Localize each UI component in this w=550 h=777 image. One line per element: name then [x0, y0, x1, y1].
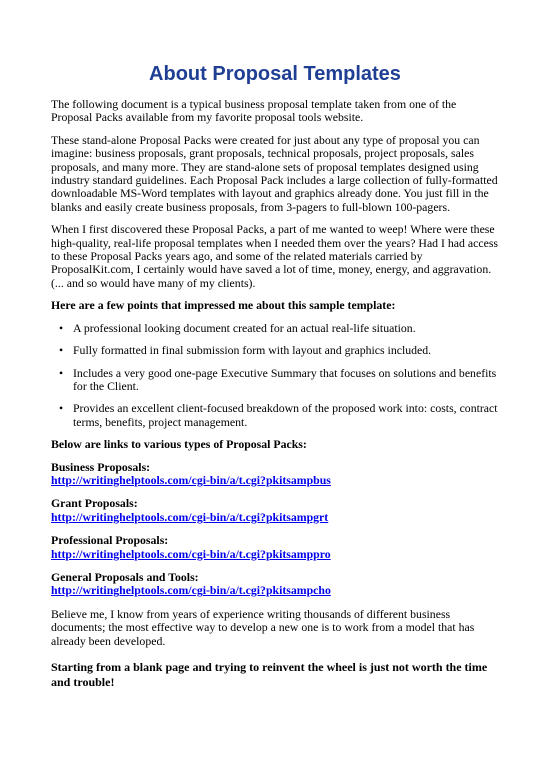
- bullet-icon: •: [59, 365, 64, 380]
- packs-paragraph: These stand-alone Proposal Packs were created for just about any type of proposal you can imagine: business proposals, grant proposals, technical proposals, project proposals, sales proposals, and many more. They are stand-alone sets of proposal templates designed using industry standard guidelines. Each Proposal Pack includes a large collection of fully-formatted downloadable MS-Word templates with layout and graphics already done. You just fill in the blanks and easily create business proposals, from 3-pagers to full-blown 100-pagers.: [51, 132, 498, 214]
- list-item-text: Fully formatted in final submission form with layout and graphics included.: [73, 343, 432, 358]
- pack-label: Business Proposals:: [51, 459, 151, 474]
- intro-paragraph: The following document is a typical business proposal template taken from one of the Proposal Packs available from my favorite proposal tools website.: [51, 97, 457, 125]
- list-item: [59, 343, 499, 358]
- pack-professional: [51, 534, 499, 561]
- discovered-paragraph: When I first discovered these Proposal Packs, a part of me wanted to weep! Where were these high-quality, real-life proposal templates when I needed them over the years? Had I had access to these Proposal Packs years ago, and some of the related materials carried by ProposalKit.com, I certainly would have saved a lot of time, money, energy, and aggravation. (... and so would have many of my clients).: [51, 222, 499, 290]
- list-item: [59, 320, 499, 335]
- pack-link[interactable]: http://writinghelptools.com/cgi-bin/a/t.cgi?pkitsamppro: [51, 546, 331, 561]
- pack-link[interactable]: http://writinghelptools.com/cgi-bin/a/t.cgi?pkitsampcho: [51, 583, 331, 598]
- page-title: About Proposal Templates: [149, 63, 401, 85]
- list-item: [59, 401, 499, 429]
- pack-grant: [51, 497, 499, 524]
- believe-paragraph: Believe me, I know from years of experience writing thousands of different business documents; the most effective way to develop a new one is to work from a model that has already been developed.: [51, 606, 475, 648]
- pack-link[interactable]: http://writinghelptools.com/cgi-bin/a/t.cgi?pkitsampbus: [51, 472, 331, 487]
- points-heading: Here are a few points that impressed me about this sample template:: [51, 298, 396, 313]
- pack-label: Grant Proposals:: [51, 496, 138, 511]
- pack-label: Professional Proposals:: [51, 533, 169, 548]
- pack-label: General Proposals and Tools:: [51, 569, 199, 584]
- links-heading: Below are links to various types of Proposal Packs:: [51, 437, 307, 452]
- bullet-icon: •: [59, 320, 64, 335]
- pack-general: [51, 571, 499, 598]
- list-item-text: A professional looking document created for an actual real-life situation.: [73, 320, 416, 335]
- pack-link[interactable]: http://writinghelptools.com/cgi-bin/a/t.cgi?pkitsampgrt: [51, 509, 329, 524]
- list-item: [59, 365, 499, 394]
- closing-paragraph: Starting from a blank page and trying to reinvent the wheel is just not worth the time and trouble!: [51, 660, 488, 689]
- points-list: [51, 322, 499, 429]
- bullet-icon: •: [59, 401, 64, 416]
- list-item-text: Includes a very good one-page Executive Summary that focuses on solutions and benefits for the Client.: [73, 365, 497, 393]
- pack-business: [51, 461, 499, 488]
- list-item-text: Provides an excellent client-focused breakdown of the proposed work into: costs, contract terms, benefits, project management.: [73, 401, 498, 429]
- bullet-icon: •: [59, 343, 64, 358]
